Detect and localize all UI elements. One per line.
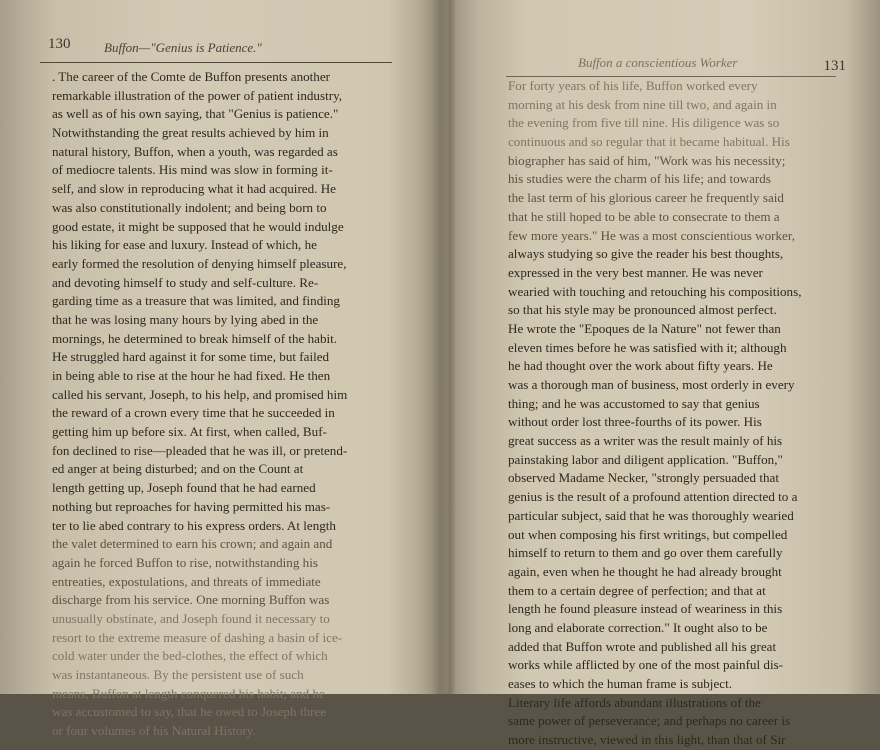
text-line: ter to lie abed contrary to his express orders. At length bbox=[52, 517, 336, 533]
text-line: Notwithstanding the great results achieved by him in bbox=[52, 125, 329, 141]
text-line: added that Buffon wrote and published all his great bbox=[508, 638, 777, 654]
right-page bbox=[490, 0, 846, 748]
text-line: was a thorough man of business, most orderly in every bbox=[508, 377, 795, 392]
text-line: called his servant, Joseph, to his help, and promised him bbox=[52, 386, 348, 402]
text-line: his studies were the charm of his life; and towards bbox=[508, 171, 771, 187]
text-line: remarkable illustration of the power of patient industry, bbox=[52, 87, 343, 103]
text-line: without order lost three-fourths of its power. His bbox=[508, 414, 762, 430]
text-line: thing; and he was accustomed to say that genius bbox=[508, 395, 760, 411]
text-line: that he was losing many hours by lying abed in the bbox=[52, 311, 319, 327]
text-line: few more years." He was a most conscientious worker, bbox=[508, 227, 795, 243]
text-line: resort to the extreme measure of dashing a basin of ice- bbox=[52, 629, 343, 645]
text-line: expressed in the very best manner. He was never bbox=[508, 264, 763, 280]
text-line: he had thought over the work about fifty years. He bbox=[508, 358, 773, 374]
text-line: He struggled hard against it for some time, but failed bbox=[52, 349, 330, 365]
text-line: so that his style may be pronounced almost perfect. bbox=[508, 302, 777, 318]
header-rule bbox=[40, 62, 392, 63]
text-line: was accustomed to say, that he owed to Joseph three bbox=[52, 704, 327, 720]
text-line: discharge from his service. One morning Buffon was bbox=[52, 592, 330, 608]
text-line: eases to which the human frame is subject. bbox=[508, 676, 732, 691]
text-line: getting him up before six. At first, when called, Buf- bbox=[52, 424, 327, 440]
text-line: particular subject, said that he was thoroughly wearied bbox=[508, 507, 794, 523]
text-line: again, even when he thought he had already brought bbox=[508, 563, 782, 579]
text-line: unusually obstinate, and Joseph found it necessary to bbox=[52, 610, 330, 626]
text-line: natural history, Buffon, when a youth, was regarded as bbox=[52, 143, 338, 159]
text-line: works while afflicted by one of the most painful dis- bbox=[508, 657, 784, 673]
text-line: painstaking labor and diligent application. "Buffon," bbox=[508, 451, 783, 467]
text-line: morning at his desk from nine till two, and again in bbox=[508, 96, 777, 112]
text-line: garding time as a treasure that was limited, and finding bbox=[52, 293, 340, 309]
text-line: or four volumes of his Natural History. bbox=[52, 723, 256, 739]
text-line: the last term of his glorious career he frequently said bbox=[508, 190, 784, 206]
text-line: genius is the result of a profound attention directed to a bbox=[508, 489, 798, 505]
text-line: mornings, he determined to break himself of the habit. bbox=[52, 330, 338, 346]
text-line: more instructive, viewed in this light, than that of Sir bbox=[508, 732, 786, 748]
page-body-text bbox=[508, 77, 840, 750]
text-line: early formed the resolution of denying himself pleasure, bbox=[52, 255, 347, 271]
text-line: length he found pleasure instead of weariness in this bbox=[508, 601, 783, 617]
page-number: 130 bbox=[48, 36, 71, 52]
text-line: Literary life affords abundant illustrations of the bbox=[508, 694, 761, 710]
text-line: same power of perseverance; and perhaps no career is bbox=[508, 713, 791, 729]
text-line: entreaties, expostulations, and threats of immediate bbox=[52, 573, 321, 589]
text-line: was instantaneous. By the persistent use of such bbox=[52, 667, 304, 682]
text-line: them to a certain degree of perfection; and that at bbox=[508, 582, 766, 598]
page-number: 131 bbox=[823, 58, 846, 74]
text-line: and devoting himself to study and self-culture. Re- bbox=[52, 274, 319, 290]
text-line: length getting up, Joseph found that he had earned bbox=[52, 480, 316, 496]
text-line: eleven times before he was satisfied with it; although bbox=[508, 339, 787, 355]
text-line: continuous and so regular that it became habitual. His bbox=[508, 134, 790, 150]
text-line: wearied with touching and retouching his compositions, bbox=[508, 283, 802, 299]
text-line: always studying so give the reader his best thoughts, bbox=[508, 246, 784, 262]
book-gutter bbox=[420, 0, 480, 694]
running-head: Buffon—"Genius is Patience." bbox=[104, 40, 262, 55]
text-line: means, Buffon at length conquered his habit; and he bbox=[52, 685, 325, 701]
text-line: long and elaborate correction." It ought also to be bbox=[508, 619, 768, 635]
text-line: the reward of a crown every time that he succeeded in bbox=[52, 405, 335, 421]
text-line: again he forced Buffon to rise, notwithstanding his bbox=[52, 554, 318, 570]
text-line: nothing but reproaches for having permitted his mas- bbox=[52, 498, 331, 514]
text-line: great success as a writer was the result mainly of his bbox=[508, 433, 783, 449]
text-line: that he still hoped to be able to consecrate to them a bbox=[508, 208, 780, 224]
text-line: For forty years of his life, Buffon worked every bbox=[508, 78, 758, 93]
text-line: cold water under the bed-clothes, the effect of which bbox=[52, 648, 328, 664]
text-line: good estate, it might be supposed that he would indulge bbox=[52, 218, 344, 234]
running-head: Buffon a conscientious Worker bbox=[578, 55, 738, 70]
text-line: of mediocre talents. His mind was slow in forming it- bbox=[52, 162, 333, 178]
text-line: was also constitutionally indolent; and being born to bbox=[52, 199, 327, 215]
text-line: self, and slow in reproducing what it had acquired. He bbox=[52, 181, 336, 197]
text-line: fon declined to rise—pleaded that he was ill, or pretend- bbox=[52, 442, 348, 458]
text-line: He wrote the "Epoques de la Nature" not fewer than bbox=[508, 320, 781, 336]
text-line: biographer has said of him, "Work was his necessity; bbox=[508, 152, 786, 168]
text-line: the evening from five till nine. His diligence was so bbox=[508, 115, 780, 131]
page-body-text bbox=[52, 68, 396, 741]
text-line: as well as of his own saying, that "Genius is patience." bbox=[52, 106, 339, 122]
text-line: ed anger at being disturbed; and on the Count at bbox=[52, 461, 304, 477]
text-line: in being able to rise at the hour he had fixed. He then bbox=[52, 368, 331, 383]
text-line: observed Madame Necker, "strongly persuaded that bbox=[508, 470, 779, 486]
text-line: the valet determined to earn his crown; and again and bbox=[52, 536, 333, 552]
text-line: . The career of the Comte de Buffon presents another bbox=[52, 69, 331, 84]
text-line: his liking for ease and luxury. Instead of which, he bbox=[52, 237, 317, 253]
text-line: himself to return to them and go over them carefully bbox=[508, 545, 783, 561]
left-page bbox=[40, 0, 410, 739]
text-line: out when composing his first writings, but compelled bbox=[508, 526, 788, 542]
